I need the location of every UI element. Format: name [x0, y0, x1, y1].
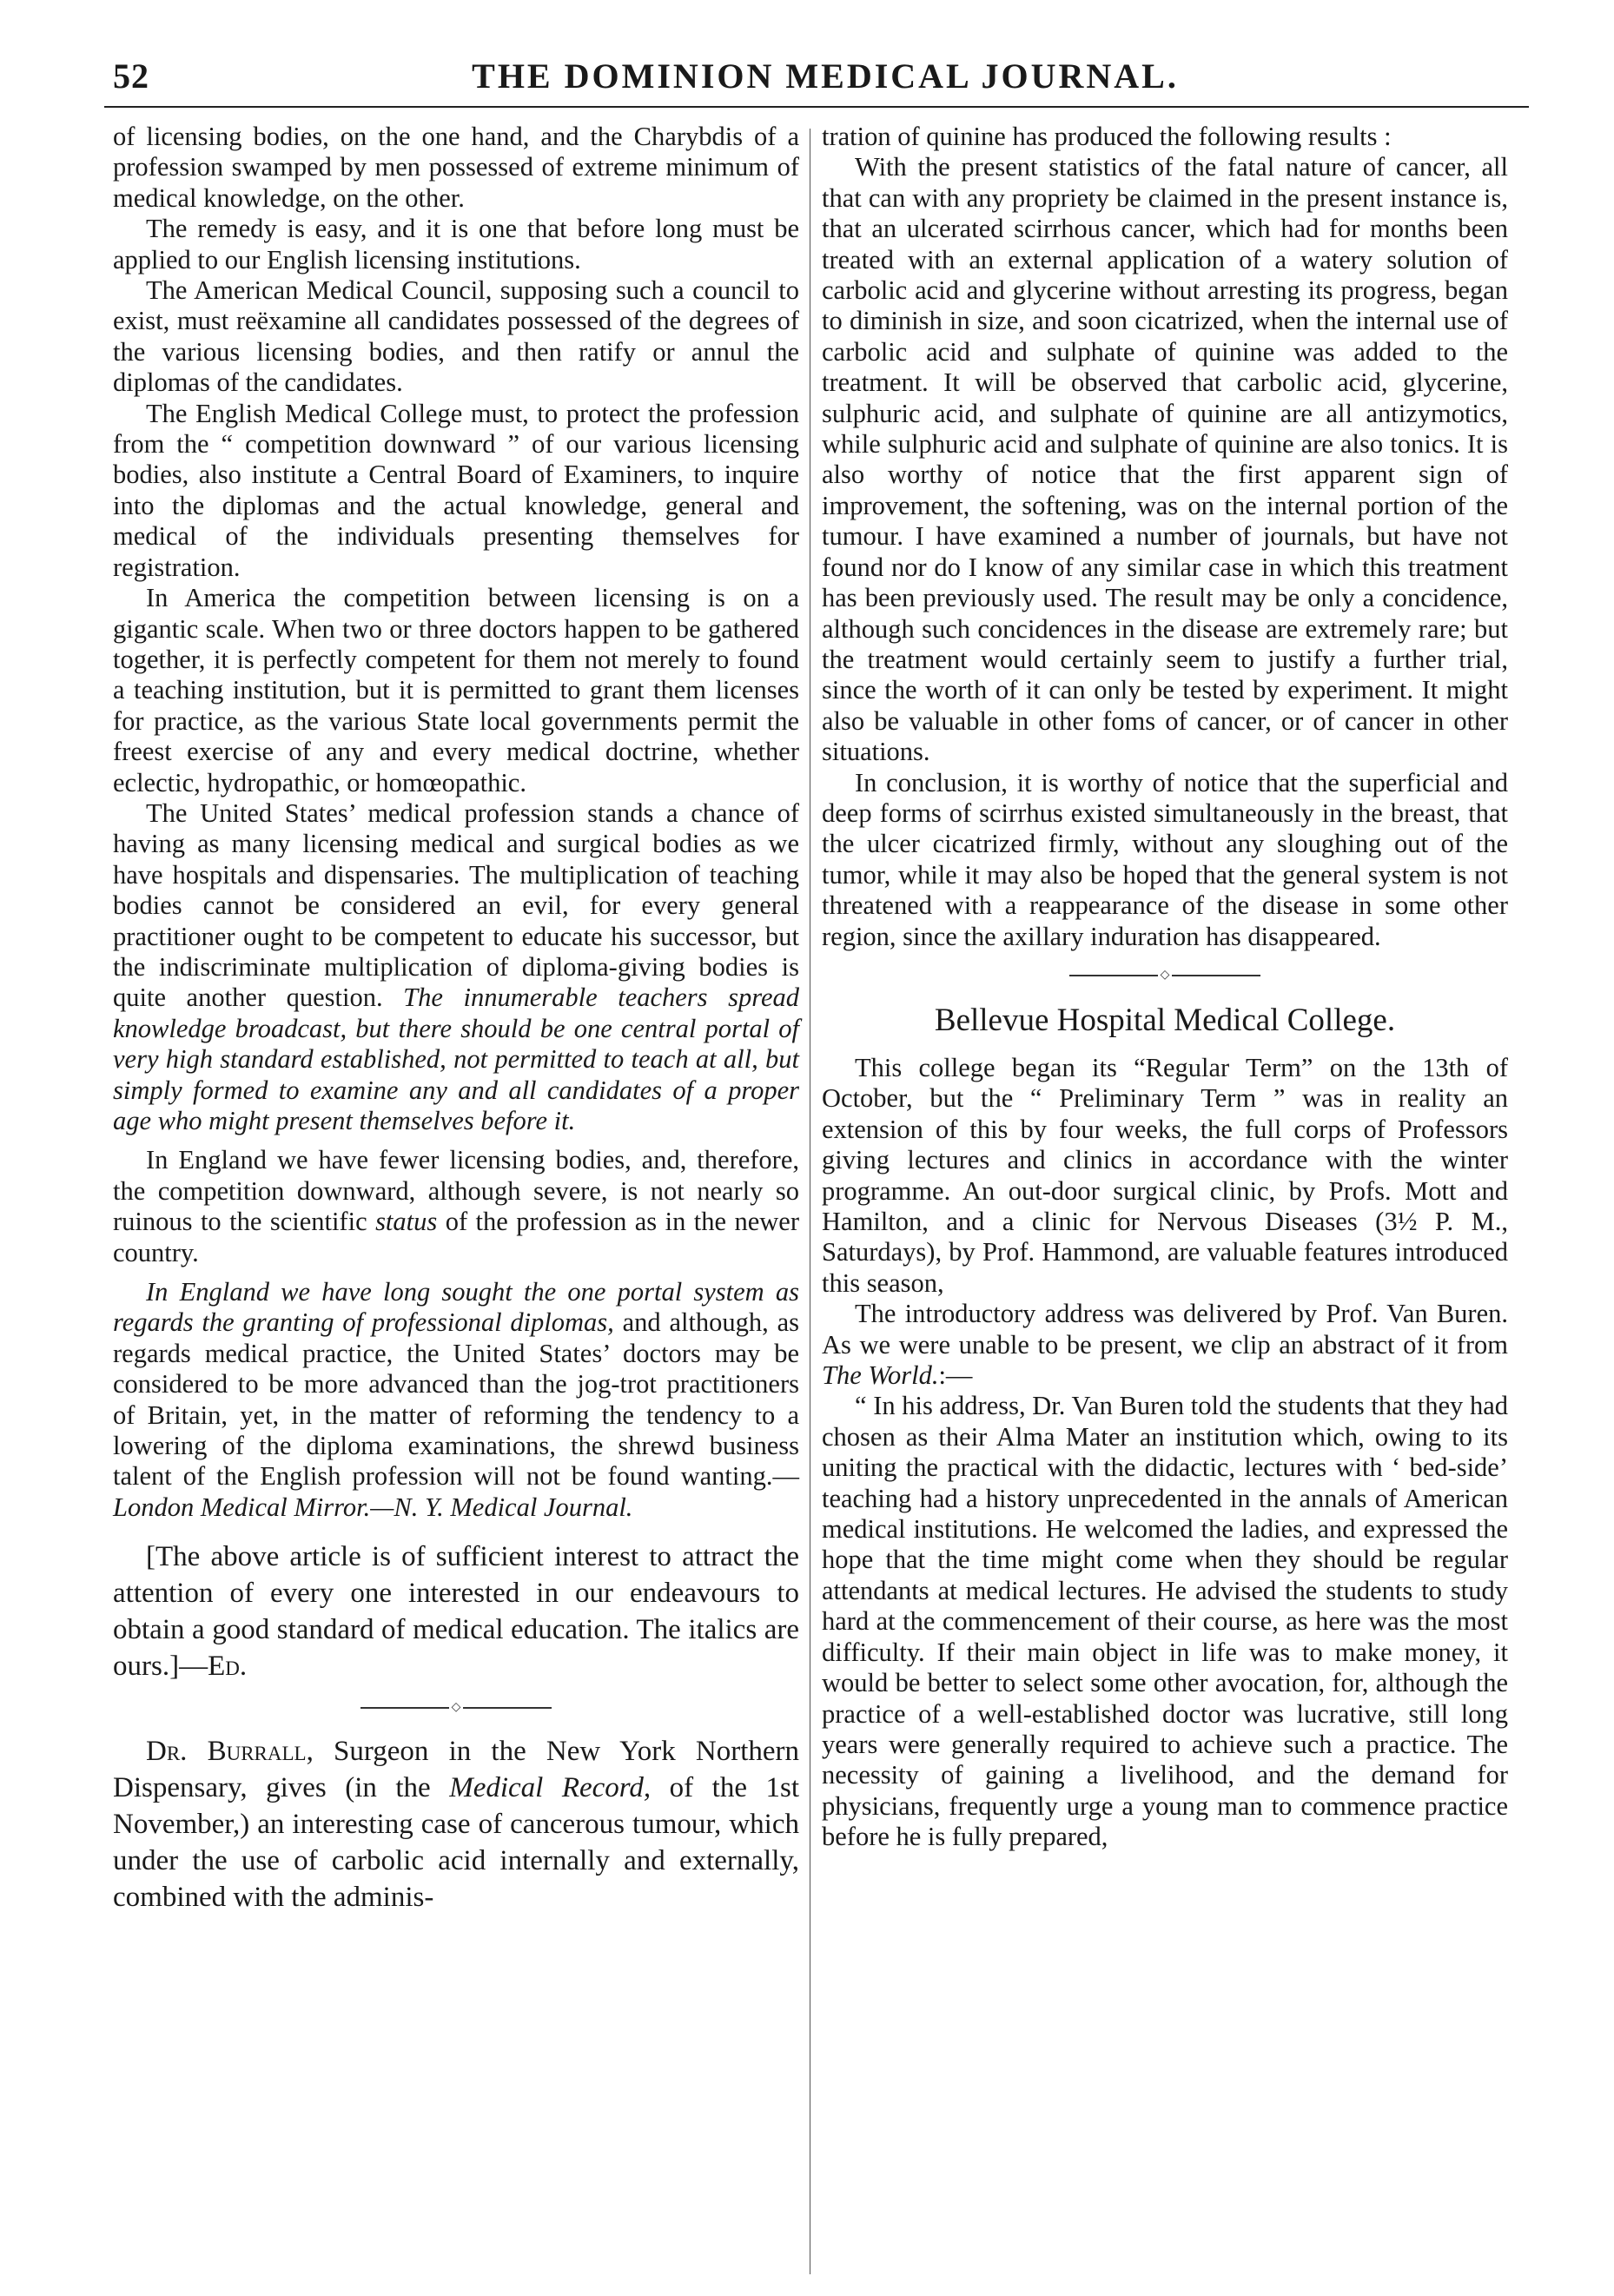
source-citation: Medical Record,: [449, 1772, 652, 1804]
page-header: [113, 56, 1538, 101]
editor-note: [113, 1538, 799, 1684]
text-run: The introductory address was delivered by Prof. Van Buren. As we were unable to be present, we clip an abstract of it from: [822, 1299, 1508, 1360]
paragraph: In America the competition between licensing is on a gigantic scale. When two or three doctors happen to be gathered together, it is perfectly competent for them not merely to found a teaching institution, but it is permitted to grant them licenses for practice, as the various State local governments permit the freest exercise of any and every medical doctrine, whether eclectic, hydropathic, or homœopathic.: [113, 583, 799, 797]
text-run: In England we have fewer licensing bodies, and, therefore, the competition downward, although severe, is not nearly so ruinous to the scientific: [113, 1145, 799, 1237]
paragraph: This college began its “Regular Term” on the 13th of October, but the “ Preliminary Term ” was in reality an extension of this by four weeks, the full corps of Professors giving lectures and clinics in accordance with the winter programme. An out-door surgical clinic, by Profs. Mott and Hamilton, and a clinic for Nervous Diseases (3½ P. M., Saturdays), by Prof. Hammond, are valuable features introduced this season,: [822, 1052, 1508, 1298]
editor-signature: Ed.: [208, 1651, 248, 1683]
paragraph: [113, 1733, 799, 1916]
italic-run: status: [375, 1207, 438, 1237]
source-citation: The World.: [822, 1360, 939, 1391]
text-run: :—: [938, 1360, 973, 1391]
text-run: of the profession as in the newer country.: [113, 1207, 800, 1267]
paragraph: [113, 1277, 799, 1523]
source-citation: London Medical Mirror.—N. Y. Medical Journal.: [113, 1492, 633, 1522]
separator-ornament: ◇: [1158, 969, 1172, 983]
left-column: [113, 122, 799, 1916]
author-name: Dr. Burrall,: [146, 1736, 314, 1768]
page-number: 52: [113, 56, 149, 96]
separator-ornament: ◇: [449, 1701, 463, 1715]
paragraph: [822, 1299, 1508, 1391]
journal-title: THE DOMINION MEDICAL JOURNAL.: [472, 56, 1179, 96]
paragraph: [113, 798, 799, 1136]
text-run: of the 1st November,) an interesting case of cancerous tumour, which under the use of carbolic acid internally and externally, combined with the adminis-: [113, 1772, 799, 1914]
text-run: Surgeon in the New York Northern Dispensary, gives (in the: [113, 1736, 799, 1804]
text-run: and although, as regards medical practice, the United States’ doctors may be considered to be more advanced than the jog-trot practitioners of Britain, yet, in the matter of reforming the tendency to a lowering of the diploma examinations, the shrewd business talent of the English profession will not be found wanting.—: [113, 1307, 799, 1492]
paragraph: tration of quinine has produced the following results :: [822, 122, 1392, 151]
paragraph: With the present statistics of the fatal nature of cancer, all that can with any propriety be claimed in the present instance is, that an ulcerated scirrhous cancer, which had for months been treated with an external application of a watery solution of carbolic acid and glycerine without arresting its progress, began to diminish in size, and soon cicatrized, when the internal use of carbolic acid and sulphate of quinine was added to the treatment. It will be observed that carbolic acid, glycerine, sulphuric acid, and sulphate of quinine are all antizymotics, while sulphuric acid and sulphate of quinine are also tonics. It is also worthy of notice that the first apparent sign of improvement, the softening, was on the internal portion of the tumour. I have examined a number of journals, but have not found nor do I know of any similar case in which this treatment has been previously used. The result may be only a concidence, although such concidences in the disease are extremely rare; but the treatment would certainly seem to justify a further trial, since the worth of it can only be tested by experiment. It might also be valuable in other foms of cancer, or of cancer in other situations.: [822, 152, 1508, 767]
section-separator: [1069, 968, 1260, 982]
text-run: The United States’ medical profession stands a chance of having as many licensing medical and surgical bodies as we have hospitals and dispensaries. The multiplication of teaching bodies cannot be considered an evil, for every general practitioner ought to be competent to educate his successor, but the indiscriminate multiplication of diploma-giving bodies is quite another question.: [113, 797, 799, 1013]
paragraph: The English Medical College must, to protect the profession from the “ competition downward ” of our various licensing bodies, also institute a Central Board of Examiners, to inquire into the diplomas and the actual knowledge, general and medical of the individuals presenting themselves for registration.: [113, 398, 799, 582]
paragraph: “ In his address, Dr. Van Buren told the students that they had chosen as their Alma Mater an institution which, owing to its uniting the practical with the didactic, lectures with ‘ bed-side’ teaching had a history unprecedented in the annals of American medical institutions. He welcomed the ladies, and expressed the hope that the time might come when they should be regular attendants at medical lectures. He advised the students to study hard at the commencement of their course, as here was the most difficulty. If their main object in life was to make money, it would be better to select some other avocation, for, although the practice of a well-established doctor was lucrative, still long years were generally required to achieve such a practice. The necessity of gaining a livelihood, and the demand for physicians, frequently urge a young man to commence practice before he is fully prepared,: [822, 1391, 1508, 1852]
section-title: Bellevue Hospital Medical College.: [934, 1002, 1396, 1038]
paragraph: of licensing bodies, on the one hand, and the Charybdis of a profession swamped by men possessed of extreme minimum of medical knowledge, on the other.: [113, 122, 799, 213]
section-separator: [361, 1701, 552, 1715]
paragraph: The American Medical Council, supposing such a council to exist, must reëxamine all candidates possessed of the degrees of the various licensing bodies, and then ratify or annul the diplomas of the candidates.: [113, 275, 799, 398]
header-rule: [104, 106, 1529, 108]
italic-run: The innumerable teachers spread knowledge broadcast, but there should be one central portal of very high standard established, not permitted to teach at all, but simply formed to examine any and all candidates of a proper age who might present themselves before it.: [113, 983, 800, 1135]
text-run: [The above article is of sufficient interest to attract the attention of every one interested in our endeavours to obtain a good standard of medical education. The italics are ours.]—: [113, 1541, 799, 1683]
paragraph: [113, 1145, 799, 1268]
right-column: [822, 122, 1508, 1853]
paragraph: In conclusion, it is worthy of notice that the superficial and deep forms of scirrhus existed simultaneously in the breast, that the ulcer cicatrized firmly, without any sloughing out of the tumor, while it may also be hoped that the general system is not threatened with a reappearance of the disease in some other region, since the axillary induration has disappeared.: [822, 767, 1508, 951]
paragraph: The remedy is easy, and it is one that before long must be applied to our English licensing institutions.: [113, 214, 799, 275]
italic-run: In England we have long sought the one portal system as regards the granting of professional diplomas,: [113, 1277, 799, 1338]
